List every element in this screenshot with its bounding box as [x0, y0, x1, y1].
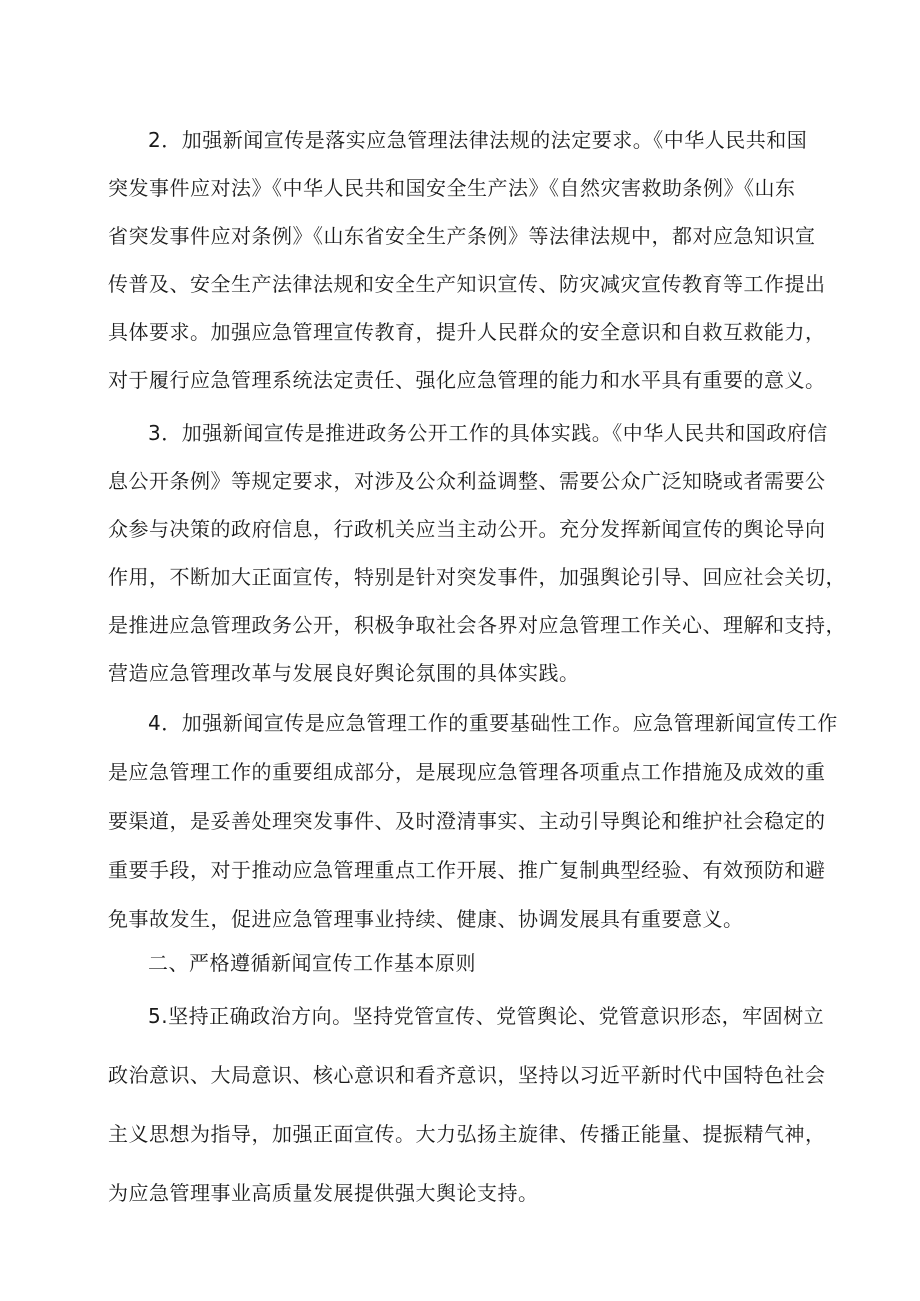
paragraph-line: 重要手段，对于推动应急管理重点工作开展、推广复制典型经验、有效预防和避: [108, 858, 826, 882]
paragraph-line: 2．加强新闻宣传是落实应急管理法律法规的法定要求。《中华人民共和国: [148, 128, 808, 152]
paragraph-line: 3．加强新闻宣传是推进政务公开工作的具体实践。《中华人民共和国政府信: [148, 421, 828, 445]
paragraph-line: 营造应急管理改革与发展良好舆论氛围的具体实践。: [108, 661, 580, 685]
paragraph-line: 5.坚持正确政治方向。坚持党管宣传、党管舆论、党管意识形态，牢固树立: [148, 1004, 825, 1028]
paragraph-line: 具体要求。加强应急管理宣传教育，提升人民群众的安全意识和自救互救能力，: [108, 320, 826, 344]
paragraph-line: 众参与决策的政府信息，行政机关应当主动公开。充分发挥新闻宣传的舆论导向: [108, 517, 826, 541]
paragraph-line: 是推进应急管理政务公开，积极争取社会各界对应急管理工作关心、理解和支持，: [108, 613, 846, 637]
paragraph-line: 省突发事件应对条例》《山东省安全生产条例》等法律法规中，都对应急知识宣: [108, 224, 816, 248]
paragraph-line: 是应急管理工作的重要组成部分，是展现应急管理各项重点工作措施及成效的重: [108, 760, 826, 784]
paragraph-line: 要渠道，是妥善处理突发事件、及时澄清事实、主动引导舆论和维护社会稳定的: [108, 809, 826, 833]
paragraph-line: 主义思想为指导，加强正面宣传。大力弘扬主旋律、传播正能量、提振精气神，: [108, 1122, 826, 1146]
paragraph-line: 息公开条例》等规定要求，对涉及公众利益调整、需要公众广泛知晓或者需要公: [108, 469, 826, 493]
paragraph-line: 对于履行应急管理系统法定责任、强化应急管理的能力和水平具有重要的意义。: [108, 368, 826, 392]
paragraph-line: 为应急管理事业高质量发展提供强大舆论支持。: [108, 1181, 539, 1205]
paragraph-line: 突发事件应对法》《中华人民共和国安全生产法》《自然灾害救助条例》《山东: [108, 176, 796, 200]
paragraph-line: 传普及、安全生产法律法规和安全生产知识宣传、防灾减灾宣传教育等工作提出: [108, 272, 826, 296]
paragraph-line: 政治意识、大局意识、核心意识和看齐意识，坚持以习近平新时代中国特色社会: [108, 1063, 826, 1087]
paragraph-line: 4．加强新闻宣传是应急管理工作的重要基础性工作。应急管理新闻宣传工作: [148, 711, 838, 735]
paragraph-line: 免事故发生，促进应急管理事业持续、健康、协调发展具有重要意义。: [108, 907, 744, 931]
paragraph-line: 作用，不断加大正面宣传，特别是针对突发事件，加强舆论引导、回应社会关切，: [108, 565, 846, 589]
heading-text: 二、严格遵循新闻宣传工作基本原则: [148, 951, 476, 975]
